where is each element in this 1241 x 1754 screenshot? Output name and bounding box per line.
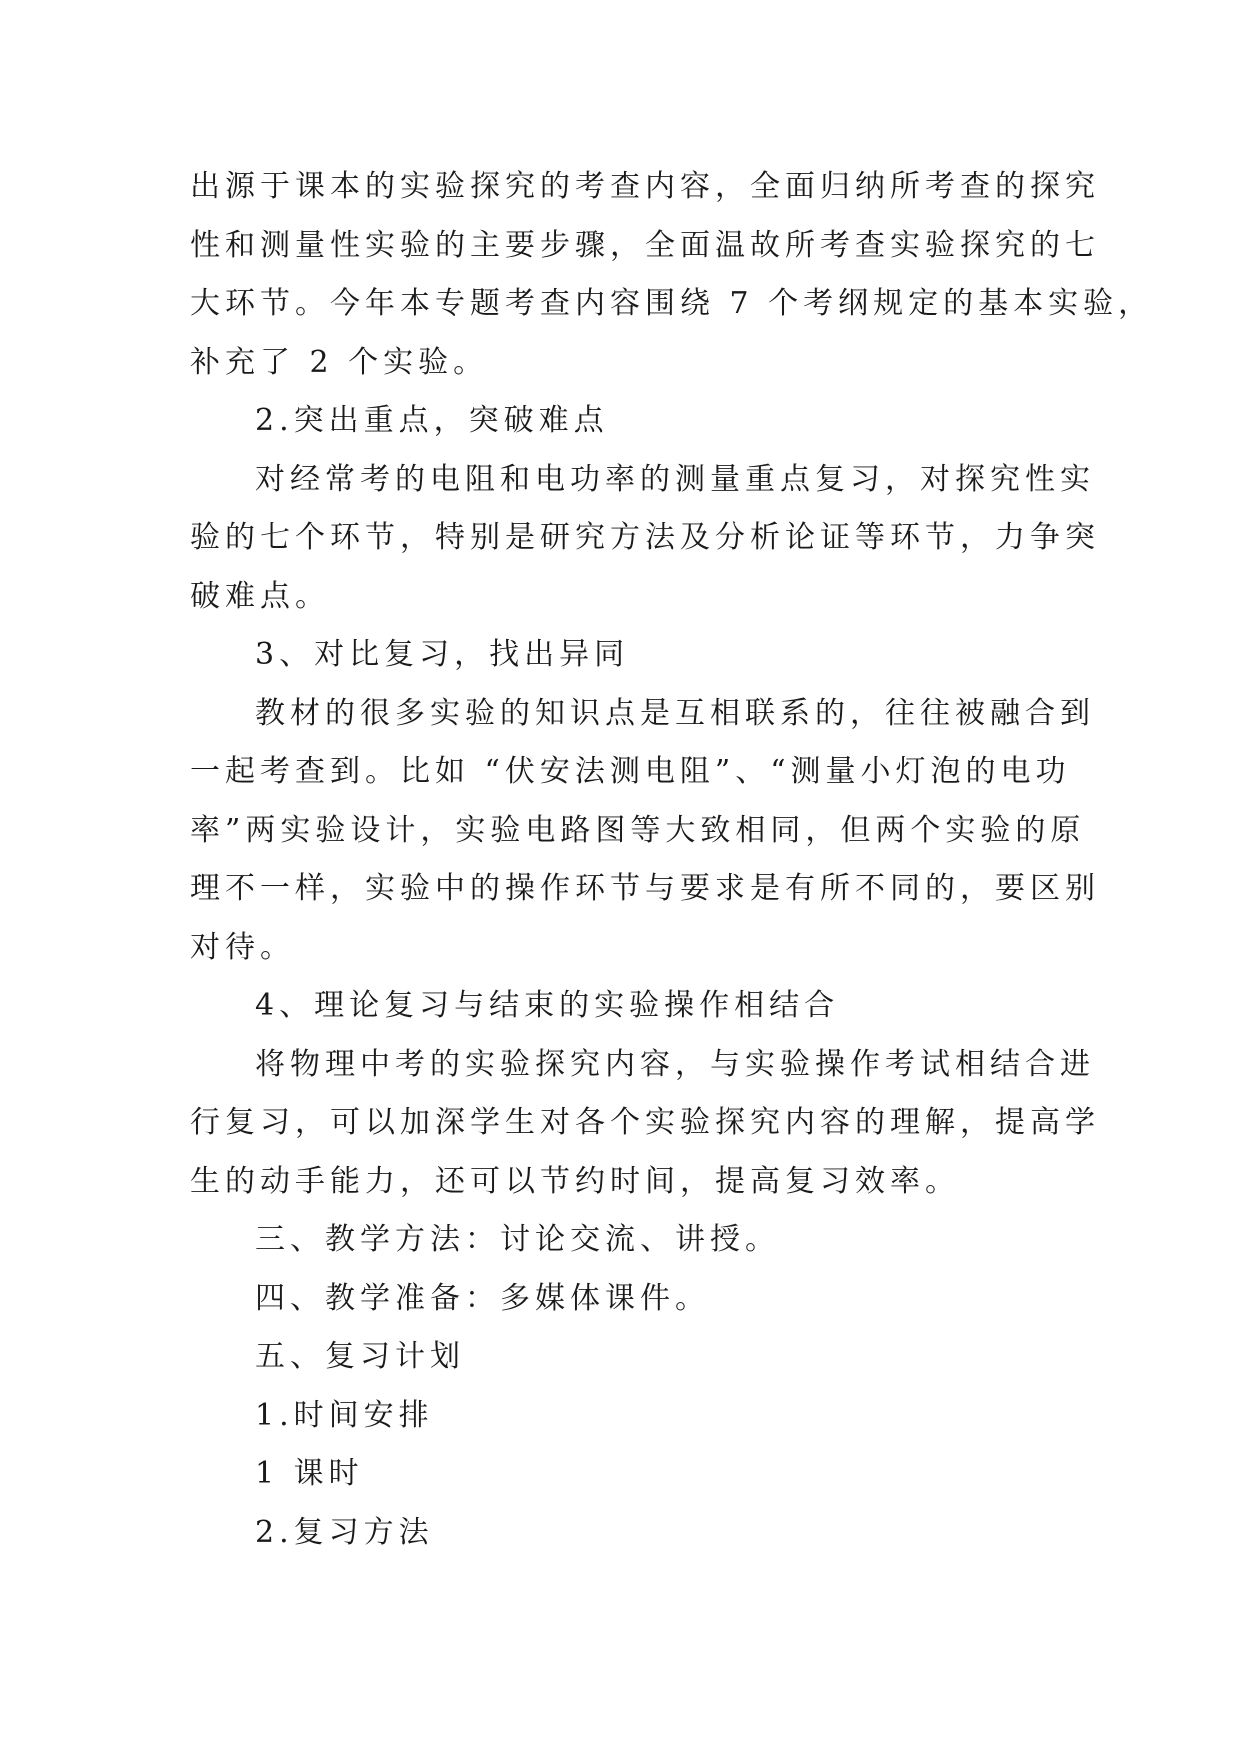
section-heading: 4、理论复习与结束的实验操作相结合 [255,988,840,1023]
section-heading: 2.突出重点，突破难点 [255,403,609,438]
text-line: 补充了 2 个实验。 [190,344,489,380]
text-line: 性和测量性实验的主要步骤，全面温故所考查实验探究的七 [190,227,1100,263]
text-line: 出源于课本的实验探究的考查内容，全面归纳所考查的探究 [190,169,1100,204]
paragraph-first-line: 教材的很多实验的知识点是互相联系的，往往被融合到 [255,695,1095,731]
text-line: 验的七个环节，特别是研究方法及分析论证等环节，力争突 [190,520,1100,555]
subsection-heading: 2.复习方法 [255,1514,434,1550]
section-heading: 五、复习计划 [255,1339,465,1374]
text-line: 率”两实验设计，实验电路图等大致相同，但两个实验的原 [190,812,1086,848]
text-line: 破难点。 [190,578,330,614]
subsection-heading: 1.时间安排 [255,1397,434,1433]
text-line: 一起考查到。比如 “伏安法测电阻”、“测量小灯泡的电功 [190,754,1071,789]
text-line: 1 课时 [255,1456,364,1491]
text-line: 生的动手能力，还可以节约时间，提高复习效率。 [190,1163,960,1199]
text-line: 理不一样，实验中的操作环节与要求是有所不同的，要区别 [190,871,1100,906]
paragraph-first-line: 将物理中考的实验探究内容，与实验操作考试相结合进 [255,1046,1095,1082]
section-heading: 三、教学方法：讨论交流、讲授。 [255,1222,780,1257]
section-heading: 3、对比复习，找出异同 [255,637,630,672]
text-line: 大环节。今年本专题考查内容围绕 7 个考纲规定的基本实验， [190,286,1154,321]
text-line: 行复习，可以加深学生对各个实验探究内容的理解，提高学 [190,1105,1100,1140]
text-line: 对待。 [190,929,295,965]
paragraph-first-line: 对经常考的电阻和电功率的测量重点复习，对探究性实 [255,461,1095,497]
document-body [190,158,1154,1562]
section-heading: 四、教学准备：多媒体课件。 [255,1280,710,1316]
